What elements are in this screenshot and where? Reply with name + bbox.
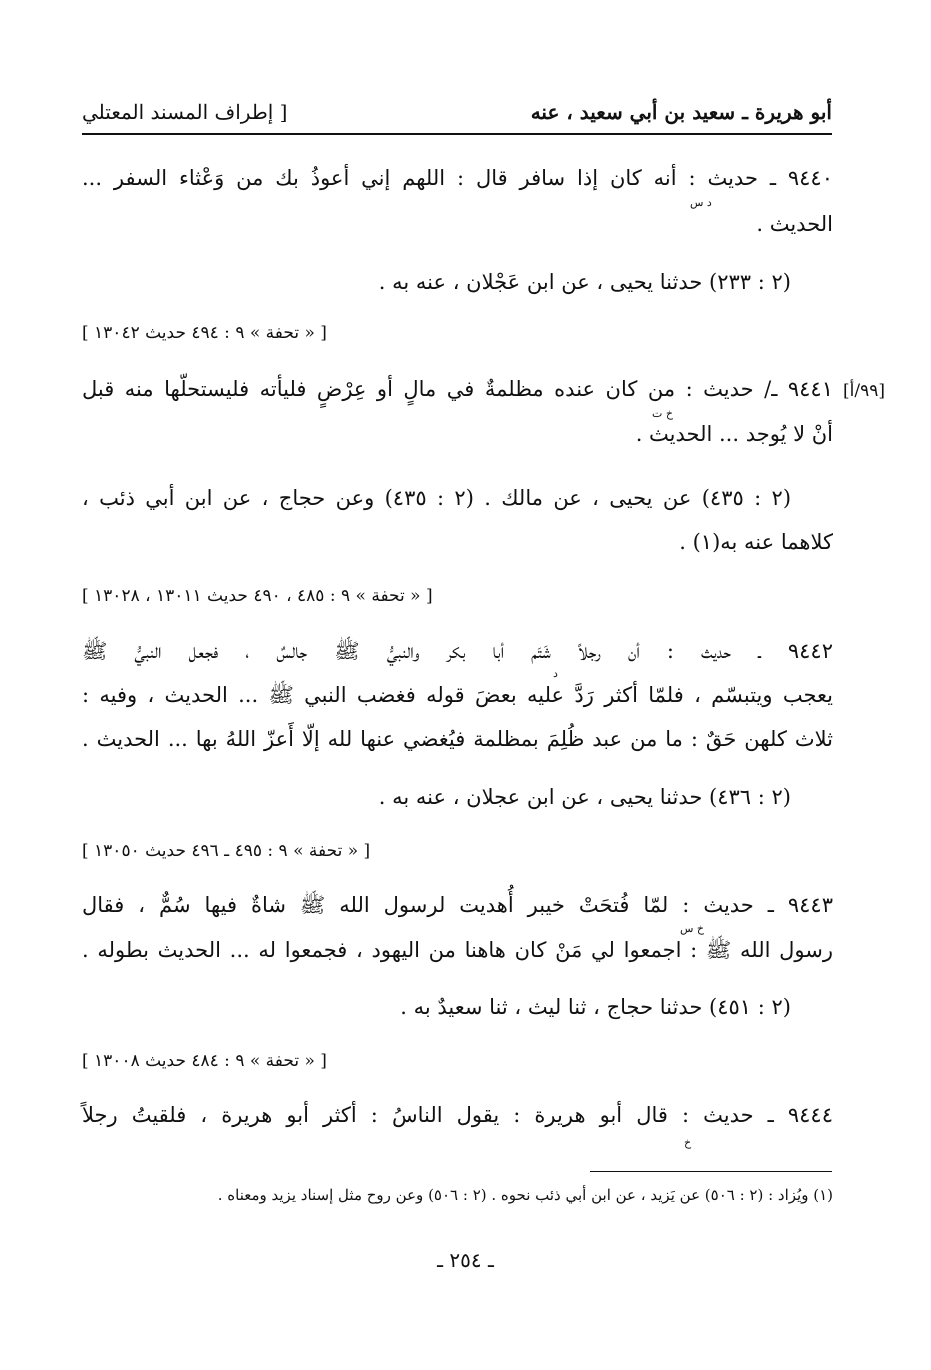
entry-9443-tuhfa: [ « تحفة » ٩ : ٤٨٤ حديث ١٣٠٠٨ ]	[82, 1051, 327, 1071]
entry-9442-sigla: د	[553, 667, 558, 680]
page-number: ـ ٢٥٤ ـ	[437, 1248, 494, 1272]
entry-9443-line-1: ٩٤٤٣ ـ حديث : لمّا فُتحَتْ خيبر أُهديت لرسول الله ﷺ شاةٌ فيها سُمٌّ ، فقال	[82, 893, 833, 917]
header-right-title: أبو هريرة ـ سعيد بن أبي سعيد ، عنه	[530, 100, 832, 124]
footnote: (١) ويُزاد : (٢ : ٥٠٦) عن يَزيد ، عن ابن أبي ذئب نحوه . (٢ : ٥٠٦) وعن روح مثل إسناد يزيد ومعناه .	[217, 1186, 833, 1204]
entry-9442-chain: (٢ : ٤٣٦) حدثنا يحيى ، عن ابن عجلان ، عنه به .	[378, 785, 791, 809]
entry-9441-line-1: ٩٤٤١ ـ/ حديث : من كان عنده مظلمةٌ في مالٍ أو عِرْضٍ فليأته فليستحلّها منه قبل	[82, 377, 833, 401]
margin-folio-ref: [٩٩/أ]	[843, 381, 885, 401]
entry-9443-sigla: خ س	[680, 922, 705, 935]
entry-9444-line-1: ٩٤٤٤ ـ حديث : قال أبو هريرة : يقول الناسُ : أكثر أبو هريرة ، فلقيتُ رجلاً	[82, 1103, 833, 1127]
entry-9443-chain: (٢ : ٤٥١) حدثنا حجاج ، ثنا ليث ، ثنا سعيدٌ به .	[400, 995, 791, 1019]
entry-9441-chain: (٢ : ٤٣٥) عن يحيى ، عن مالك . (٢ : ٤٣٥) وعن حجاج ، عن ابن أبي ذئب ،	[82, 486, 792, 510]
entry-9440-line-1: ٩٤٤٠ ـ حديث : أنه كان إذا سافر قال : اللهم إني أعوذُ بك من وَعْثاء السفر ...	[82, 166, 833, 190]
entry-9442-tuhfa: [ « تحفة » ٩ : ٤٩٥ ـ ٤٩٦ حديث ١٣٠٥٠ ]	[82, 841, 371, 861]
entry-9441-line-2: أنْ لا يُوجد ... الحديث .	[635, 422, 833, 446]
entry-9440-chain: (٢ : ٢٣٣) حدثنا يحيى ، عن ابن عَجْلان ، عنه به .	[378, 270, 791, 294]
header-left-title: [ إطراف المسند المعتلي	[82, 100, 288, 124]
entry-9441-chain-2: كلاهما عنه به(١) .	[679, 530, 833, 554]
entry-9442-line-1: ٩٤٤٢ ـ حديث : أن رجلاً شَتَم أبا بكر والنبيُّ ﷺ جالسٌ ، فجعل النبيُّ ﷺ	[82, 639, 833, 663]
footnote-rule	[590, 1171, 832, 1172]
entry-9443-line-2: رسول الله ﷺ : اجمعوا لي مَنْ كان هاهنا من اليهود ، فجمعوا له ... الحديث بطوله .	[82, 938, 833, 962]
entry-9442-line-3: ثلاث كلهن حَقٌ : ما من عبد ظُلِمَ بمظلمة فيُغضي عنها لله إلّا أَعزّ اللهُ بها ... الحديث .	[82, 727, 833, 751]
entry-9442-line-2: يعجب ويتبسّم ، فلمّا أكثر رَدَّ عليه بعضَ قوله فغضب النبي ﷺ ... الحديث ، وفيه :	[82, 683, 833, 707]
entry-9441-sigla: خ ت	[652, 407, 673, 420]
header-rule	[82, 133, 832, 135]
running-header	[82, 92, 832, 132]
entry-9440-sigla: د س	[690, 196, 712, 209]
entry-9441-tuhfa: [ « تحفة » ٩ : ٤٨٥ ، ٤٩٠ حديث ١٣٠١١ ، ١٣٠٢٨ ]	[82, 586, 433, 606]
entry-9440-tuhfa: [ « تحفة » ٩ : ٤٩٤ حديث ١٣٠٤٢ ]	[82, 323, 327, 343]
entry-9444-sigla: خ	[684, 1136, 692, 1149]
entry-9440-line-2: الحديث .	[756, 212, 833, 236]
